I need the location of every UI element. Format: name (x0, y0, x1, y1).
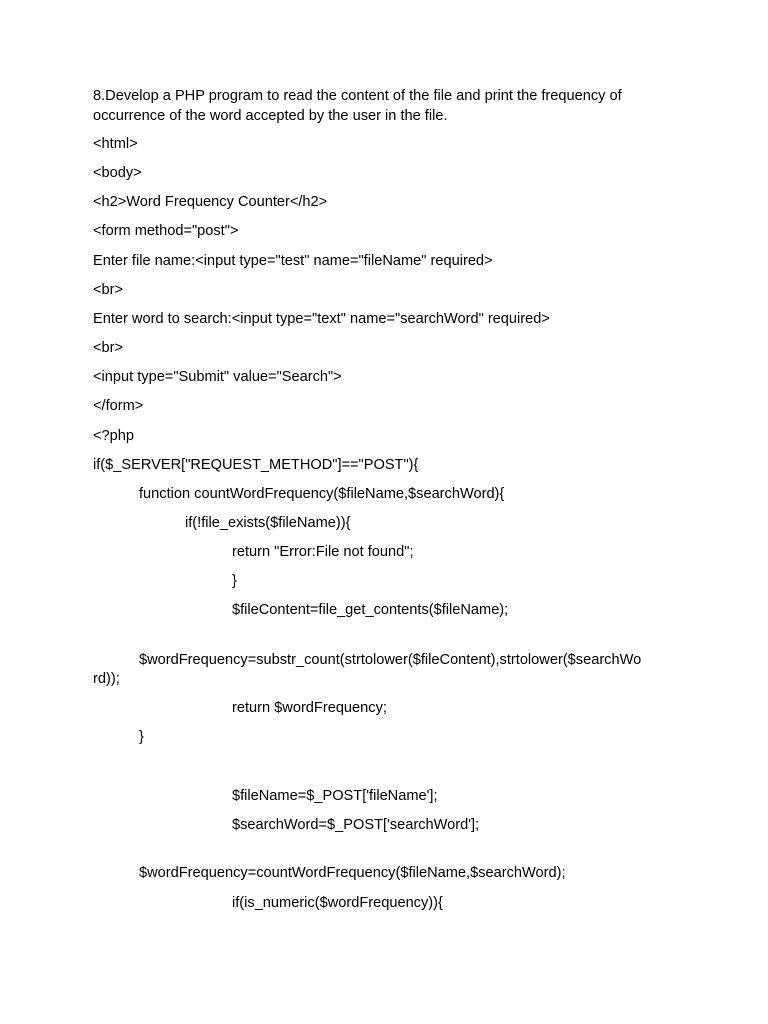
code-line: $searchWord=$_POST['searchWord']; (232, 817, 480, 833)
code-line: <br> (93, 340, 124, 356)
code-line: <form method="post"> (93, 223, 239, 239)
code-line: </form> (93, 398, 144, 414)
code-line: $wordFrequency=countWordFrequency($fileName,$searchWord); (139, 865, 566, 881)
code-line: <input type="Submit" value="Search"> (93, 369, 342, 385)
code-line: $wordFrequency=substr_count(strtolower($fileContent),strtolower($searchWo (139, 652, 642, 668)
code-line: return $wordFrequency; (232, 700, 387, 716)
code-line: } (139, 729, 144, 745)
question-text: 8.Develop a PHP program to read the content of the file and print the frequency of occurrence of the word accepted by the user in the file. (93, 88, 622, 124)
code-line: } (232, 573, 237, 589)
code-line: Enter file name:<input type="test" name="fileName" required> (93, 253, 493, 269)
code-line: function countWordFrequency($fileName,$searchWord){ (139, 486, 505, 502)
code-line: <body> (93, 165, 142, 181)
code-line: rd)); (93, 671, 120, 687)
code-line: <html> (93, 136, 138, 152)
code-line: <br> (93, 282, 124, 298)
code-line: $fileName=$_POST['fileName']; (232, 788, 438, 804)
code-line: <h2>Word Frequency Counter</h2> (93, 194, 328, 210)
code-line: $fileContent=file_get_contents($fileName); (232, 602, 509, 618)
code-line: <?php (93, 428, 134, 444)
code-line: if(is_numeric($wordFrequency)){ (232, 895, 443, 911)
code-line: if($_SERVER["REQUEST_METHOD"]=="POST"){ (93, 457, 419, 473)
code-line: Enter word to search:<input type="text" name="searchWord" required> (93, 311, 550, 327)
code-line: if(!file_exists($fileName)){ (185, 515, 351, 531)
code-line: return "Error:File not found"; (232, 544, 414, 560)
